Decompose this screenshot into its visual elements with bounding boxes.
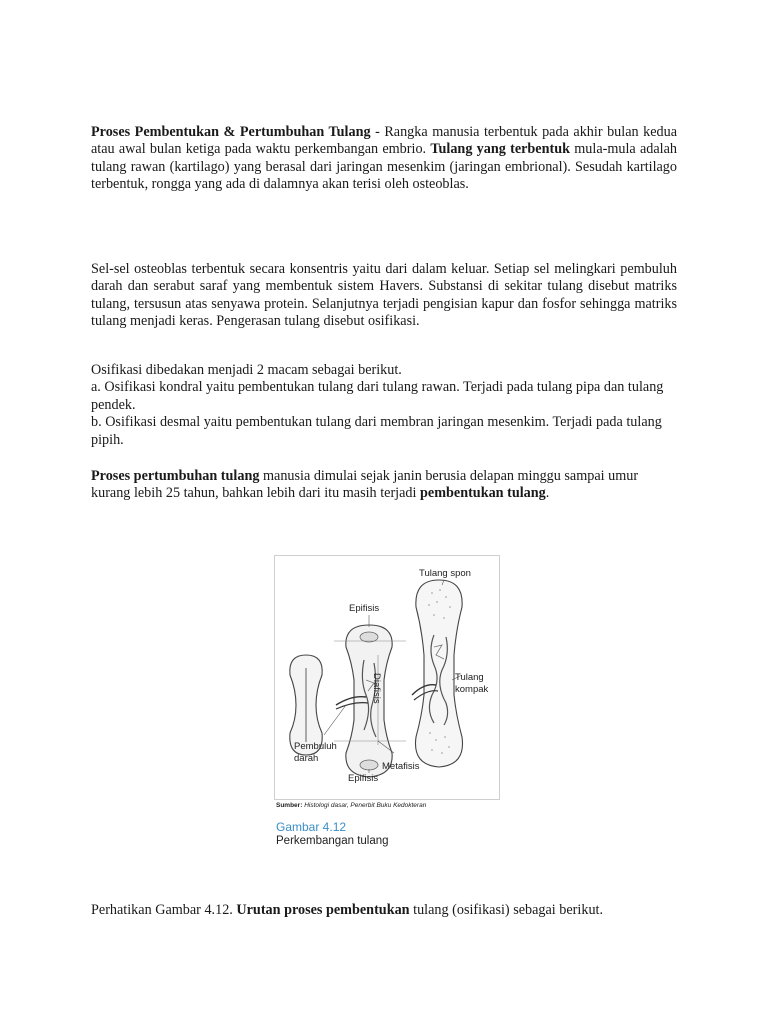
sequence-text-cont: tulang (osifikasi) sebagai berikut. (409, 902, 604, 918)
paragraph-sequence (91, 902, 677, 919)
label-diafisis: Diafisis (371, 673, 382, 704)
bold-formation: pembentukan tulang (420, 485, 546, 502)
bone-development-figure (274, 555, 506, 852)
label-tulang-spon: Tulang spon (419, 568, 471, 579)
source-label: Sumber: (276, 802, 303, 809)
intro-text: - Rangka manusia terbentuk pada akhir bulan kedua atau awal bulan ketiga pada waktu perkembangan embrio. (91, 124, 677, 158)
ossification-intro: Osifikasi dibedakan menjadi 2 macam sebagai berikut. (91, 362, 402, 378)
figure-caption-subtitle: Perkembangan tulang (276, 835, 389, 847)
paragraph-intro (91, 124, 677, 194)
ossification-type-a: a. Osifikasi kondral yaitu pembentukan tulang dari tulang rawan. Terjadi pada tulang pipa dan tulang pendek. (91, 379, 664, 413)
bold-phrase: Tulang yang terbentuk (430, 141, 570, 158)
label-tulang-kompak-2: kompak (455, 684, 489, 695)
paragraph-ossification-types (91, 362, 677, 449)
growth-text: manusia dimulai sejak janin berusia delapan minggu sampai umur kurang lebih 25 tahun, bahkan lebih dari itu masih terjadi (91, 468, 639, 502)
growth-period: . (545, 485, 550, 502)
label-tulang-kompak-1: Tulang (455, 672, 484, 683)
label-pembuluh-2: darah (294, 753, 319, 764)
label-epifisis-bottom: Epifisis (348, 773, 379, 784)
heading-bone-formation: Proses Pembentukan & Pertumbuhan Tulang (91, 124, 371, 140)
label-metafisis: Metafisis (382, 761, 420, 772)
paragraph-osteoblast: Sel-sel osteoblas terbentuk secara konsentris yaitu dari dalam keluar. Setiap sel melingkari pembuluh darah dan serabut saraf yang membentuk sistem Havers. Substansi di sekitar tulang disebut matriks tulang, tersusun atas senyawa protein. Selanjutnya terjadi pengisian kapur dan fosfor sehingga matriks tulang menjadi keras. Pengerasan tulang disebut osifikasi. (91, 261, 677, 330)
source-text: Histologi dasar, Penerbit Buku Kedokteran (304, 802, 427, 809)
figure-caption-title: Gambar 4.12 (276, 820, 347, 834)
figure-source (276, 802, 426, 809)
bold-sequence: Urutan proses pembentukan (236, 902, 410, 918)
label-pembuluh-1: Pembuluh (294, 741, 337, 752)
intro-text-cont: mula-mula adalah tulang rawan (kartilago) yang berasal dari jaringan mesenkim (jaringan embrional). Sesudah kartilago terbentuk, rongga yang ada di dalamnya akan terisi oleh osteoblas. (91, 141, 677, 193)
sequence-text: Perhatikan Gambar 4.12. (91, 902, 237, 918)
bold-growth: Proses pertumbuhan tulang (91, 468, 260, 484)
ossification-type-b: b. Osifikasi desmal yaitu pembentukan tulang dari membran jaringan mesenkim. Terjadi pada tulang pipih. (91, 414, 662, 448)
paragraph-growth (91, 468, 677, 503)
label-epifisis-top: Epifisis (349, 603, 380, 614)
